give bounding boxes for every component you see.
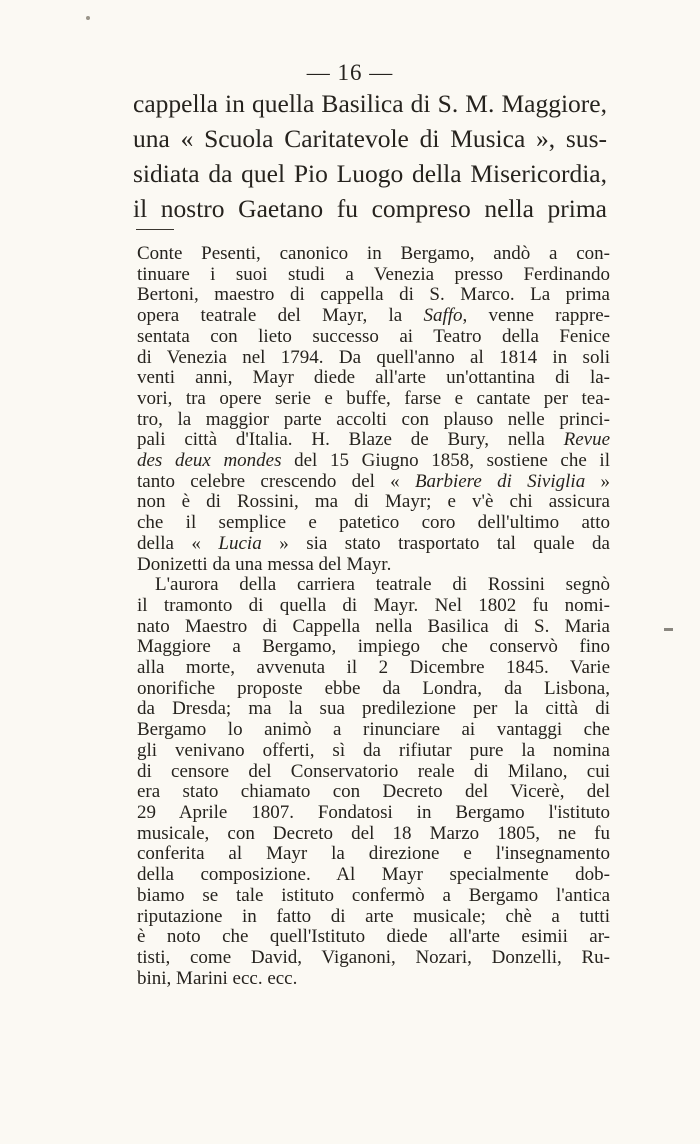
margin-mark [664,628,673,631]
opera-title: Barbiere di Siviglia [414,470,586,492]
page-number: — 16 — [306,60,394,85]
footnote [137,244,610,989]
footnote-line: onorifiche proposte ebbe da Londra, da Lisbona, [137,677,610,699]
journal-title: des deux mondes [137,450,282,472]
main-text [133,86,607,226]
footnote-line: tisti, come David, Viganoni, Nozari, Donzelli, Ru- [137,946,610,968]
footnote-line [137,451,610,472]
footnote-text: del 15 Giugno 1858, sostiene che il [281,450,610,472]
footnote-line: conferita al Mayr la direzione e l'insegnamento [137,843,610,865]
opera-title: Lucia [218,532,262,554]
main-text-line: il nostro Gaetano fu compreso nella prima [133,194,607,223]
opera-title: Saffo [423,305,463,327]
footnote-line [137,534,610,555]
footnote-line: alla morte, avvenuta il 2 Dicembre 1845. Varie [137,657,610,679]
footnote-line: di Venezia nel 1794. Da quell'anno al 1814 in soli [137,346,610,368]
footnote-line: 29 Aprile 1807. Fondatosi in Bergamo l'istituto [137,801,610,823]
footnote-line: è noto che quell'Istituto diede all'arte esimii ar- [137,926,610,948]
footnote-line: che il semplice e patetico coro dell'ultimo atto [137,512,610,534]
journal-title: Revue [563,429,610,451]
footnote-line: il tramonto di quella di Mayr. Nel 1802 fu nomi- [137,594,610,616]
footnote-line: biamo se tale istituto confermò a Bergamo l'antica [137,884,610,906]
footnote-line: venti anni, Mayr diede all'arte un'ottantina di la- [137,367,610,389]
footnote-text: » [585,470,610,492]
footnote-rule [136,229,174,230]
footnote-line: era stato chiamato con Decreto del Vicerè, del [137,781,610,803]
footnote-line: tro, la maggior parte accolti con plauso nelle princi- [137,408,610,430]
footnote-line [137,430,610,451]
footnote-text: della « [137,532,219,554]
main-text-line: sidiata da quel Pio Luogo della Misericordia, [133,159,607,188]
paper-speck [86,16,90,20]
footnote-text: , venne rappre- [462,305,610,327]
footnote-line: Maggiore a Bergamo, impiego che conservò fino [137,636,610,658]
footnote-line: gli venivano offerti, sì da rifiutar pure la nomina [137,739,610,761]
footnote-line: riputazione in fatto di arte musicale; chè a tutti [137,905,610,927]
footnote-line: da Dresda; ma la sua predilezione per la città di [137,698,610,720]
footnote-line: vori, tra opere serie e buffe, farse e cantate per tea- [137,387,610,409]
footnote-line [137,306,610,327]
footnote-line [137,472,610,493]
footnote-text: » sia stato trasportato tal quale da [261,532,610,554]
footnote-line: Bergamo lo animò a rinunciare ai vantaggi che [137,719,610,741]
footnote-text: opera teatrale del Mayr, la [137,305,424,327]
main-text-line: una « Scuola Caritatevole di Musica », sus- [133,124,607,153]
footnote-line: tinuare i suoi studi a Venezia presso Ferdinando [137,263,610,285]
footnote-line: bini, Marini ecc. ecc. [137,967,298,989]
footnote-line: Donizetti da una messa del Mayr. [137,553,392,575]
footnote-text: pali città d'Italia. H. Blaze de Bury, nella [137,429,564,451]
footnote-line: Conte Pesenti, canonico in Bergamo, andò a con- [137,243,610,264]
main-text-line: cappella in quella Basilica di S. M. Maggiore, [133,89,607,118]
footnote-line: non è di Rossini, ma di Mayr; e v'è chi assicura [137,491,610,513]
footnote-line: Bertoni, maestro di cappella di S. Marco. La prima [137,284,610,306]
footnote-text: tanto celebre crescendo del « [137,470,415,492]
footnote-line: della composizione. Al Mayr specialmente dob- [137,864,610,886]
footnote-line: musicale, con Decreto del 18 Marzo 1805, ne fu [137,822,610,844]
footnote-line: sentata con lieto successo ai Teatro della Fenice [137,325,610,347]
footnote-line: nato Maestro di Cappella nella Basilica di S. Maria [137,615,610,637]
footnote-line: L'aurora della carriera teatrale di Rossini segnò [155,574,610,596]
footnote-line: di censore del Conservatorio reale di Milano, cui [137,760,610,782]
